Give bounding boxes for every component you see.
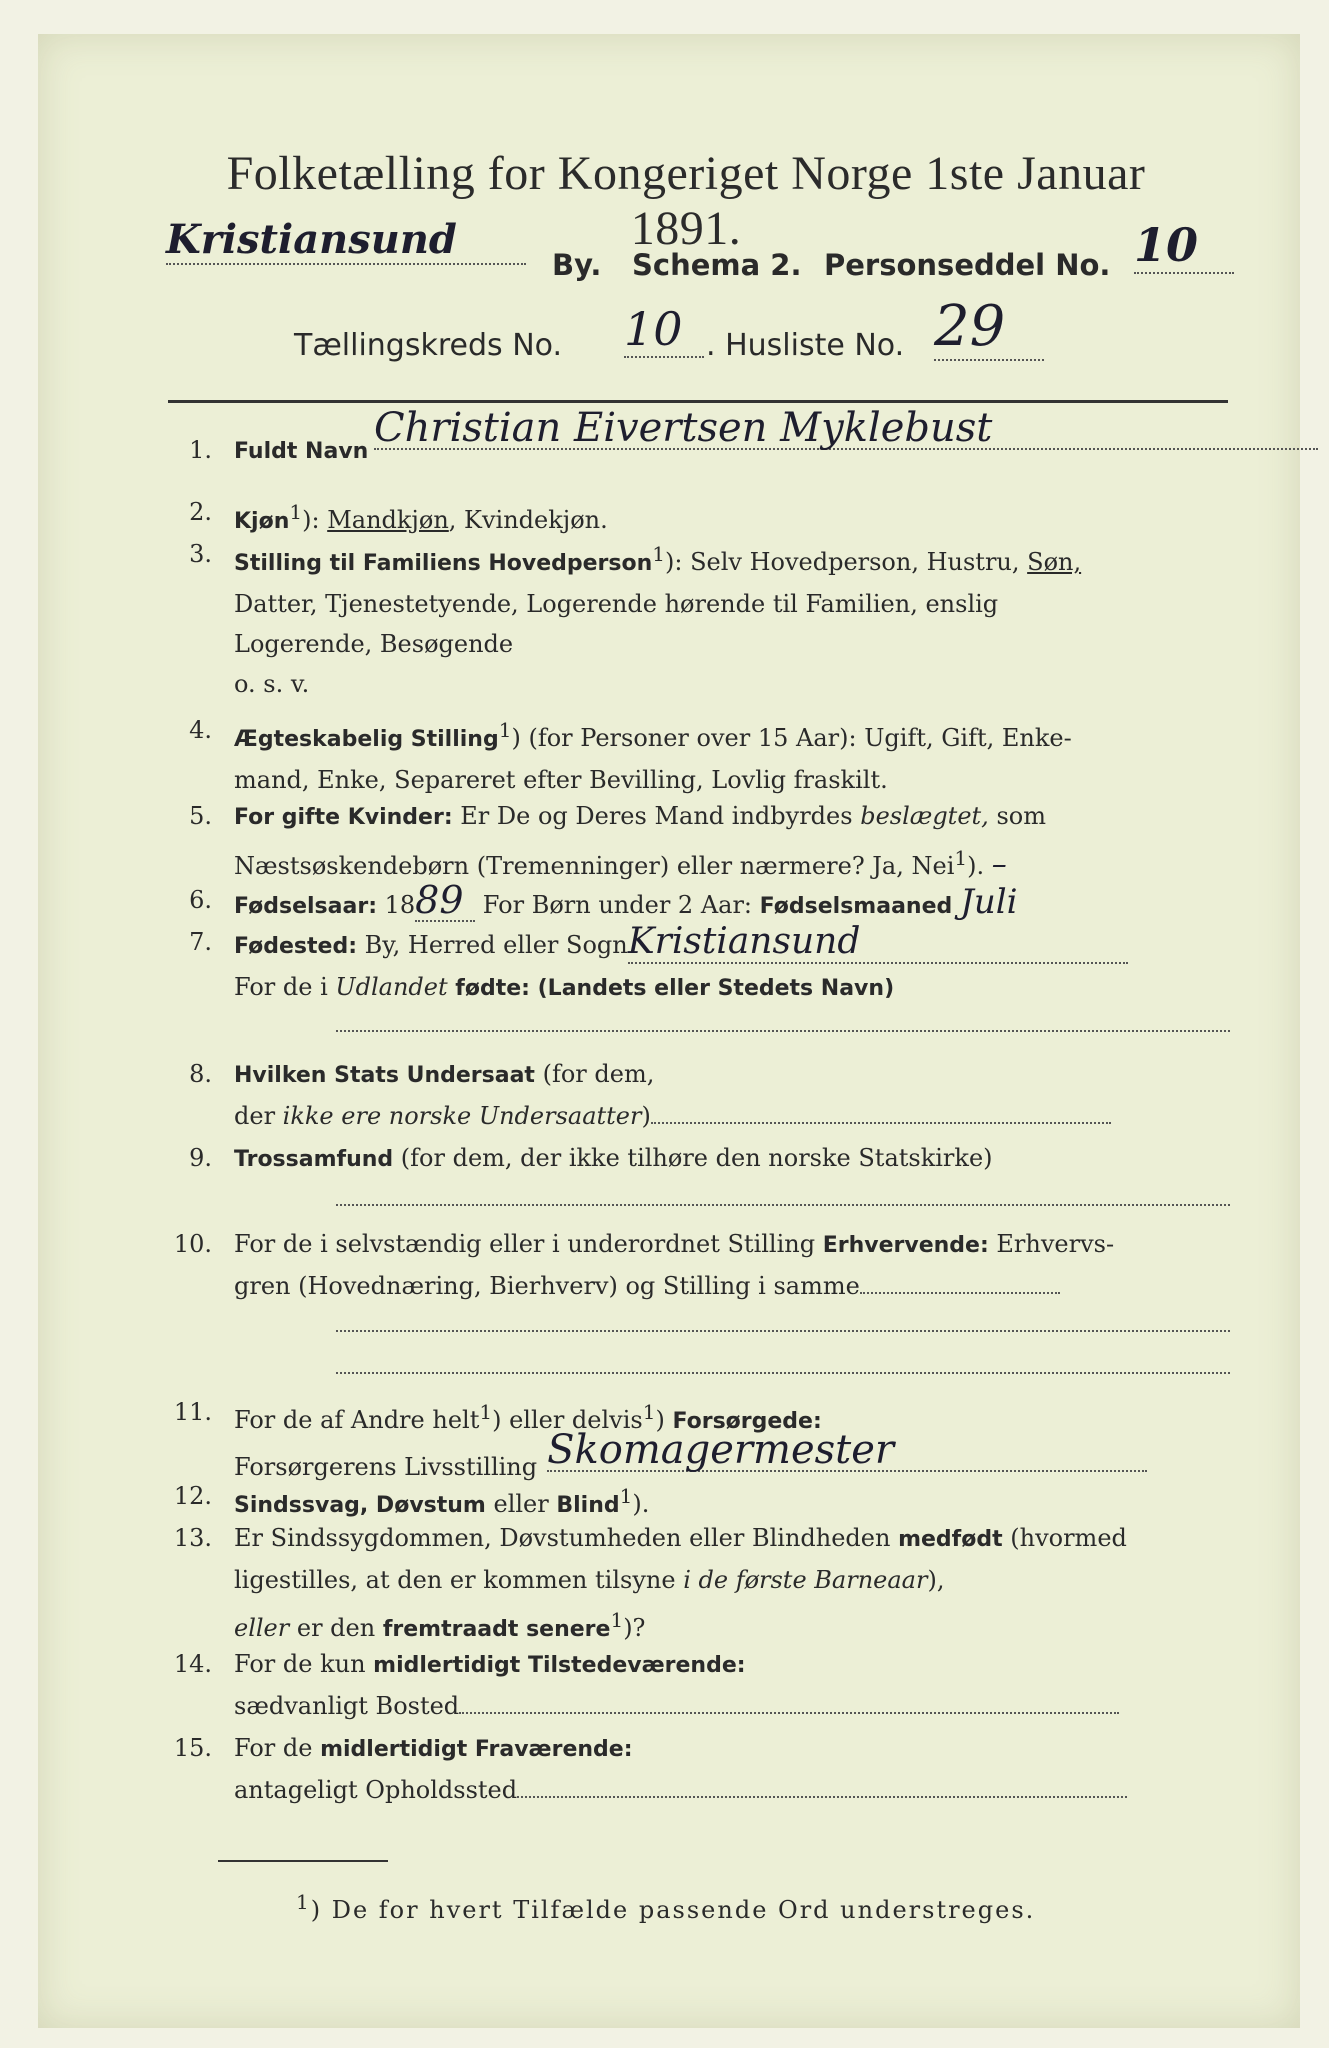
item-number: 10. <box>173 1230 212 1258</box>
item-number: 2. <box>189 498 212 526</box>
text: som <box>988 802 1046 830</box>
item-number: 4. <box>189 716 212 744</box>
item-number: 3. <box>189 540 212 568</box>
erhvervende-label: Erhvervende: <box>822 1233 989 1258</box>
text: )? <box>623 1614 646 1642</box>
stilling-label: Stilling til Familiens Hovedperson <box>234 551 653 576</box>
blank-line <box>336 1030 1230 1032</box>
text: (for dem, <box>534 1060 655 1088</box>
text: antageligt Opholdssted <box>234 1776 518 1804</box>
blank-line <box>336 1204 1230 1206</box>
item-10 <box>168 1224 1248 1308</box>
item-11: 11. For de af Andre helt$^1$) eller delvis$^1$) Forsørgede: Forsørgerens Livsstilling Skomagermester <box>168 1392 1248 1476</box>
fuldt-navn-label: Fuldt Navn <box>234 439 369 464</box>
text: beslægtet, <box>860 802 989 830</box>
item-9 <box>168 1138 1248 1222</box>
text: er den <box>289 1614 383 1642</box>
fravaerende-label: midlertidigt Fraværende: <box>320 1737 633 1762</box>
medfodt-label: medfødt <box>898 1527 1003 1552</box>
item-number: 5. <box>189 802 212 830</box>
item-3: 3. Stilling til Familiens Hovedperson$^1$): Selv Hovedperson, Hustru, Søn, Datter, Tjenestetyende, Logerende hørende til Familien, enslig Logerende, Besøgende o. s. v. <box>168 534 1248 704</box>
text: (for dem, der ikke tilhøre den norske Statskirke) <box>393 1144 993 1172</box>
text: eller <box>234 1614 290 1642</box>
text: eller <box>485 1490 557 1518</box>
option-kvindekjon: , Kvindekjøn. <box>448 506 608 534</box>
item-number: 13. <box>173 1524 212 1552</box>
gifte-kvinder-label: For gifte Kvinder: <box>234 805 453 830</box>
footnote-ref: 1 <box>289 500 303 524</box>
birthplace-value: Kristiansund <box>628 922 1128 964</box>
full-name-value: Christian Eivertsen Myklebust <box>374 408 1318 450</box>
item-15 <box>168 1728 1248 1812</box>
text: sædvanligt Bosted <box>234 1692 460 1720</box>
item-13: 13. Er Sindssygdommen, Døvstumheden eller Blindheden medfødt (hvormed ligestilles, at den er kommen tilsyne i de første Barneaar), eller er den fremtraadt senere$^1$)? <box>168 1518 1248 1644</box>
schema-line <box>166 216 1246 294</box>
item-12: 12. Sindssvag, Døvstum eller Blind$^1$). <box>168 1476 1248 1518</box>
text: For de <box>234 1734 321 1762</box>
text: ikke ere norske Undersaatter <box>282 1102 642 1130</box>
text: Udlandet <box>335 973 448 1001</box>
item-6 <box>168 880 1248 922</box>
birth-month-value: Juli <box>960 882 1018 922</box>
blank-line <box>459 1712 1119 1714</box>
text: For de kun <box>234 1650 374 1678</box>
fodested-label: Fødested: <box>234 934 357 959</box>
item-number: 7. <box>189 928 212 956</box>
item-number: 12. <box>173 1482 212 1510</box>
option-mandkjon-underlined: Mandkjøn <box>327 506 449 534</box>
text: Er Sindssygdommen, Døvstumheden eller Blindheden <box>234 1524 899 1552</box>
blank-line <box>860 1292 1060 1294</box>
trossamfund-label: Trossamfund <box>234 1147 394 1172</box>
husliste-number: 29 <box>934 294 1044 361</box>
text: ). <box>632 1490 650 1518</box>
footnote-text: ) De for hvert Tilfælde passende Ord understreges. <box>310 1896 1036 1924</box>
item-number: 1. <box>189 436 212 464</box>
item-14 <box>168 1644 1248 1728</box>
text: ): <box>302 506 328 534</box>
item-2 <box>168 492 1248 532</box>
item-number: 6. <box>189 886 212 914</box>
text: fødte: (Landets eller Stedets Navn) <box>447 976 895 1001</box>
town-name-handwritten: Kristiansund <box>166 216 526 265</box>
aegteskab-label: Ægteskabelig Stilling <box>234 727 499 752</box>
text: ) <box>641 1102 651 1130</box>
text: For Børn under 2 Aar: <box>475 891 760 919</box>
text: (hvormed <box>1002 1524 1127 1552</box>
text: gren (Hovednæring, Bierhverv) og Stilling i samme <box>234 1272 860 1300</box>
item-number: 15. <box>173 1734 212 1762</box>
blank-line <box>651 1122 1111 1124</box>
census-form <box>38 34 1300 2028</box>
text: For de i <box>234 973 336 1001</box>
fodselsmaaned-label: Fødselsmaaned <box>759 894 953 919</box>
personseddel-number: 10 <box>1134 218 1234 274</box>
undersaat-label: Hvilken Stats Undersaat <box>234 1063 535 1088</box>
footnote-rule <box>218 1860 388 1862</box>
option-son-underlined: Søn, <box>1027 548 1082 576</box>
text: By, Herred eller Sogn <box>357 931 628 959</box>
blank-line <box>336 1372 1230 1374</box>
footnote <box>296 1890 1035 1924</box>
kjon-label: Kjøn <box>234 509 290 534</box>
forsorger-livsstilling-value: Skomagermester <box>547 1430 1147 1472</box>
text: ), <box>927 1566 945 1594</box>
text: ) eller delvis <box>492 1406 643 1434</box>
text: Erhvervs- <box>988 1230 1115 1258</box>
kreds-number: 10 <box>624 302 704 358</box>
forsorgede-label: Forsørgede: <box>672 1409 822 1434</box>
item-8 <box>168 1054 1248 1138</box>
text: Logerende, Besøgende <box>234 630 514 658</box>
schema-label: Schema 2. <box>632 248 802 282</box>
text: ) (for Personer over 15 Aar): Ugift, Gift, Enke- <box>511 724 1072 752</box>
text: ). <box>967 852 985 880</box>
text: For de i selvstændig eller i underordnet Stilling <box>234 1230 823 1258</box>
text: ligestilles, at den er kommen tilsyne <box>234 1566 684 1594</box>
text: 18 <box>377 891 416 919</box>
personseddel-label: Personseddel No. <box>824 248 1111 282</box>
husliste-label: . Husliste No. <box>706 328 905 363</box>
blank-line <box>336 1330 1230 1332</box>
birth-year-value: 89 <box>415 880 475 922</box>
item-5: 5. For gifte Kvinder: Er De og Deres Mand indbyrdes beslægtet, som Næstsøskendebørn (Tremenninger) eller nærmere? Ja, Nei$^1$). – <box>168 796 1248 880</box>
tilstedevaerende-label: midlertidigt Tilstedeværende: <box>373 1653 746 1678</box>
item-number: 14. <box>173 1650 212 1678</box>
item-4: 4. Ægteskabelig Stilling$^1$) (for Personer over 15 Aar): Ugift, Gift, Enke- mand, Enke, Separeret efter Bevilling, Lovlig fraskilt. <box>168 710 1248 794</box>
fodselsaar-label: Fødselsaar: <box>234 894 377 919</box>
text: o. s. v. <box>234 670 310 698</box>
item-1 <box>168 405 1248 474</box>
blind-label: Blind <box>556 1493 620 1518</box>
header-rule <box>168 400 1228 403</box>
item-number: 8. <box>189 1060 212 1088</box>
fremtraadt-label: fremtraadt senere <box>382 1617 611 1642</box>
text: For de af Andre helt <box>234 1406 480 1434</box>
kreds-label: Tællingskreds No. <box>294 328 562 363</box>
text: ) <box>655 1406 673 1434</box>
text: mand, Enke, Separeret efter Bevilling, Lovlig fraskilt. <box>234 766 888 794</box>
text: i de første Barneaar <box>683 1566 928 1594</box>
gifte-kvinder-value: – <box>991 847 1007 882</box>
text: der <box>234 1102 283 1130</box>
by-label: By. <box>552 248 602 282</box>
blank-line <box>517 1796 1127 1798</box>
form-title: Folketælling for Kongeriget Norge 1ste Januar 1891. <box>226 147 1146 255</box>
text: Næstsøskendebørn (Tremenninger) eller nærmere? Ja, Nei <box>234 852 955 880</box>
kreds-line <box>294 294 1194 374</box>
footnote-marker: 1 <box>296 1890 311 1914</box>
text: Forsørgerens Livsstilling <box>234 1453 538 1481</box>
text: Er De og Deres Mand indbyrdes <box>452 802 861 830</box>
sindssvag-label: Sindssvag, Døvstum <box>234 1493 486 1518</box>
item-number: 9. <box>189 1144 212 1172</box>
text: ): Selv Hovedperson, Hustru, <box>664 548 1028 576</box>
text: Datter, Tjenestetyende, Logerende hørende til Familien, enslig <box>234 590 999 618</box>
item-7 <box>168 922 1248 1012</box>
item-number: 11. <box>173 1398 212 1426</box>
